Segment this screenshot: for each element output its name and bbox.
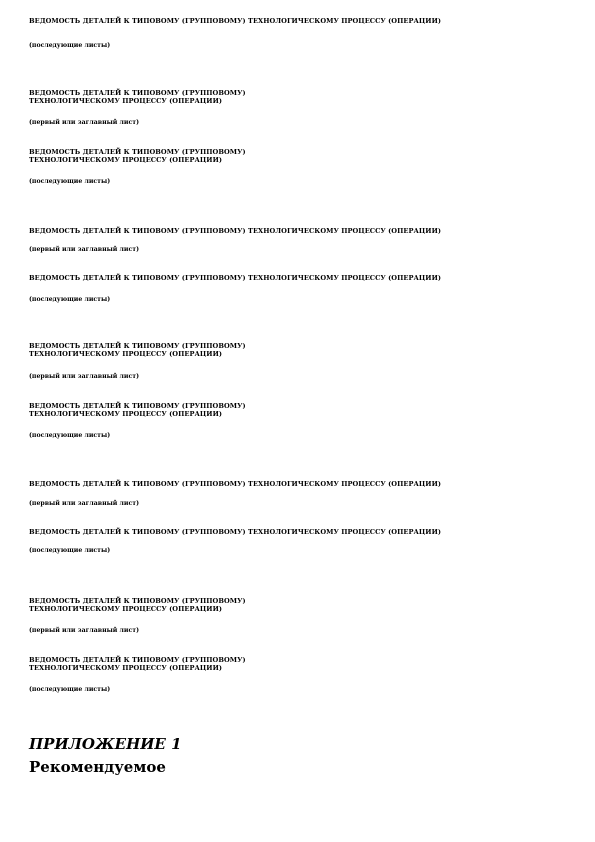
block-title-line: ВЕДОМОСТЬ ДЕТАЛЕЙ К ТИПОВОМУ (ГРУППОВОМУ) <box>29 656 246 664</box>
block-note: (первый или заглавный лист) <box>29 373 140 380</box>
statement-block <box>29 480 441 488</box>
block-note: (последующие листы) <box>29 432 111 439</box>
statement-block <box>29 227 441 235</box>
block-note: (первый или заглавный лист) <box>29 119 140 126</box>
statement-block <box>29 148 246 164</box>
block-title-line: ТЕХНОЛОГИЧЕСКОМУ ПРОЦЕССУ (ОПЕРАЦИИ) <box>29 664 223 672</box>
block-title-line: ТЕХНОЛОГИЧЕСКОМУ ПРОЦЕССУ (ОПЕРАЦИИ) <box>29 605 223 613</box>
block-title-line: ВЕДОМОСТЬ ДЕТАЛЕЙ К ТИПОВОМУ (ГРУППОВОМУ) <box>29 597 246 605</box>
block-title-line: ВЕДОМОСТЬ ДЕТАЛЕЙ К ТИПОВОМУ (ГРУППОВОМУ) ТЕХНОЛОГИЧЕСКОМУ ПРОЦЕССУ (ОПЕРАЦИИ) <box>29 480 442 488</box>
statement-block <box>29 342 246 358</box>
block-note: (первый или заглавный лист) <box>29 246 140 253</box>
block-note: (последующие листы) <box>29 42 111 49</box>
block-title-line: ВЕДОМОСТЬ ДЕТАЛЕЙ К ТИПОВОМУ (ГРУППОВОМУ) ТЕХНОЛОГИЧЕСКОМУ ПРОЦЕССУ (ОПЕРАЦИИ) <box>29 274 442 282</box>
block-title-line: ВЕДОМОСТЬ ДЕТАЛЕЙ К ТИПОВОМУ (ГРУППОВОМУ) ТЕХНОЛОГИЧЕСКОМУ ПРОЦЕССУ (ОПЕРАЦИИ) <box>29 17 442 25</box>
block-note: (последующие листы) <box>29 686 111 693</box>
statement-block <box>29 656 246 672</box>
block-title-line: ТЕХНОЛОГИЧЕСКОМУ ПРОЦЕССУ (ОПЕРАЦИИ) <box>29 97 223 105</box>
statement-block <box>29 597 246 613</box>
block-title-line: ТЕХНОЛОГИЧЕСКОМУ ПРОЦЕССУ (ОПЕРАЦИИ) <box>29 410 223 418</box>
block-title-line: ВЕДОМОСТЬ ДЕТАЛЕЙ К ТИПОВОМУ (ГРУППОВОМУ) <box>29 148 246 156</box>
block-title-line: ВЕДОМОСТЬ ДЕТАЛЕЙ К ТИПОВОМУ (ГРУППОВОМУ) ТЕХНОЛОГИЧЕСКОМУ ПРОЦЕССУ (ОПЕРАЦИИ) <box>29 528 442 536</box>
block-title-line: ВЕДОМОСТЬ ДЕТАЛЕЙ К ТИПОВОМУ (ГРУППОВОМУ) ТЕХНОЛОГИЧЕСКОМУ ПРОЦЕССУ (ОПЕРАЦИИ) <box>29 227 442 235</box>
block-title-line: ВЕДОМОСТЬ ДЕТАЛЕЙ К ТИПОВОМУ (ГРУППОВОМУ) <box>29 402 246 410</box>
statement-block <box>29 17 441 25</box>
block-title-line: ВЕДОМОСТЬ ДЕТАЛЕЙ К ТИПОВОМУ (ГРУППОВОМУ) <box>29 342 246 350</box>
block-note: (первый или заглавный лист) <box>29 500 140 507</box>
block-note: (последующие листы) <box>29 547 111 554</box>
appendix-heading: ПРИЛОЖЕНИЕ 1 <box>29 735 182 753</box>
statement-block <box>29 274 441 282</box>
appendix-subheading: Рекомендуемое <box>29 758 166 776</box>
statement-block <box>29 528 441 536</box>
block-note: (первый или заглавный лист) <box>29 627 140 634</box>
block-title-line: ВЕДОМОСТЬ ДЕТАЛЕЙ К ТИПОВОМУ (ГРУППОВОМУ) <box>29 89 246 97</box>
block-note: (последующие листы) <box>29 296 111 303</box>
block-title-line: ТЕХНОЛОГИЧЕСКОМУ ПРОЦЕССУ (ОПЕРАЦИИ) <box>29 156 223 164</box>
statement-block <box>29 402 246 418</box>
block-title-line: ТЕХНОЛОГИЧЕСКОМУ ПРОЦЕССУ (ОПЕРАЦИИ) <box>29 350 223 358</box>
statement-block <box>29 89 246 105</box>
block-note: (последующие листы) <box>29 178 111 185</box>
